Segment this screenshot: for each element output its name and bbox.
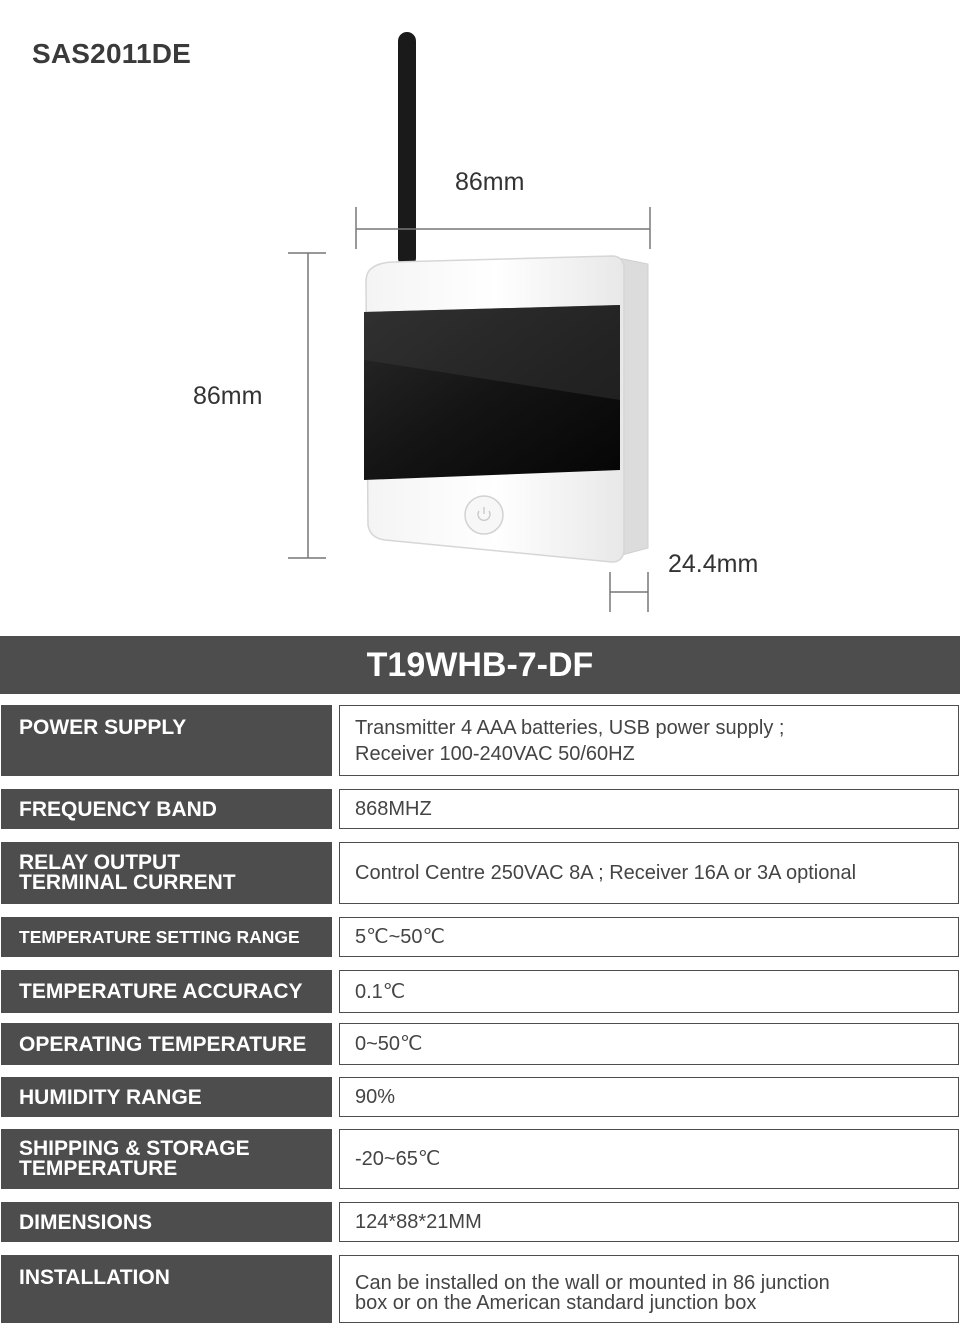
spec-label: POWER SUPPLY	[1, 705, 332, 776]
spec-value: -20~65℃	[339, 1129, 959, 1189]
spec-row-humidity-range	[0, 1077, 960, 1117]
spec-value: 124*88*21MM	[339, 1202, 959, 1242]
spec-row-frequency-band	[0, 789, 960, 829]
spec-label: INSTALLATION	[1, 1255, 332, 1323]
spec-label: TEMPERATURE ACCURACY	[1, 970, 332, 1013]
model-name: SAS2011DE	[32, 38, 192, 69]
height-label: 86mm	[193, 382, 263, 410]
device-illustration	[0, 0, 960, 630]
spec-label: TEMPERATURE SETTING RANGE	[1, 917, 332, 957]
spec-value: 0~50℃	[339, 1023, 959, 1065]
spec-row-installation	[0, 1255, 960, 1323]
spec-label: RELAY OUTPUT TERMINAL CURRENT	[1, 842, 332, 904]
spec-row-shipping-storage-temperature	[0, 1129, 960, 1189]
spec-label: FREQUENCY BAND	[1, 789, 332, 829]
spec-row-relay-output	[0, 842, 960, 904]
spec-row-temperature-setting-range	[0, 917, 960, 957]
spec-value: Transmitter 4 AAA batteries, USB power supply ; Receiver 100-240VAC 50/60HZ	[339, 705, 959, 776]
spec-label: HUMIDITY RANGE	[1, 1077, 332, 1117]
height-dimension	[288, 253, 326, 558]
power-icon	[465, 496, 503, 534]
spec-value: 90%	[339, 1077, 959, 1117]
spec-row-operating-temperature	[0, 1023, 960, 1065]
spec-value: Control Centre 250VAC 8A ; Receiver 16A or 3A optional	[339, 842, 959, 904]
width-label: 86mm	[455, 168, 525, 196]
spec-row-power-supply	[0, 705, 960, 776]
spec-label: DIMENSIONS	[1, 1202, 332, 1242]
spec-row-temperature-accuracy	[0, 970, 960, 1013]
device-drawing	[0, 0, 960, 630]
antenna	[398, 32, 416, 267]
depth-label: 24.4mm	[668, 550, 759, 578]
spec-label: SHIPPING & STORAGE TEMPERATURE	[1, 1129, 332, 1189]
spec-value: 868MHZ	[339, 789, 959, 829]
spec-value: Can be installed on the wall or mounted in 86 junction box or on the American standard junction box	[339, 1255, 959, 1323]
spec-row-dimensions	[0, 1202, 960, 1242]
depth-dimension	[610, 572, 648, 612]
spec-label: OPERATING TEMPERATURE	[1, 1023, 332, 1065]
spec-value: 5℃~50℃	[339, 917, 959, 957]
table-title: T19WHB-7-DF	[0, 636, 960, 694]
spec-value: 0.1℃	[339, 970, 959, 1013]
